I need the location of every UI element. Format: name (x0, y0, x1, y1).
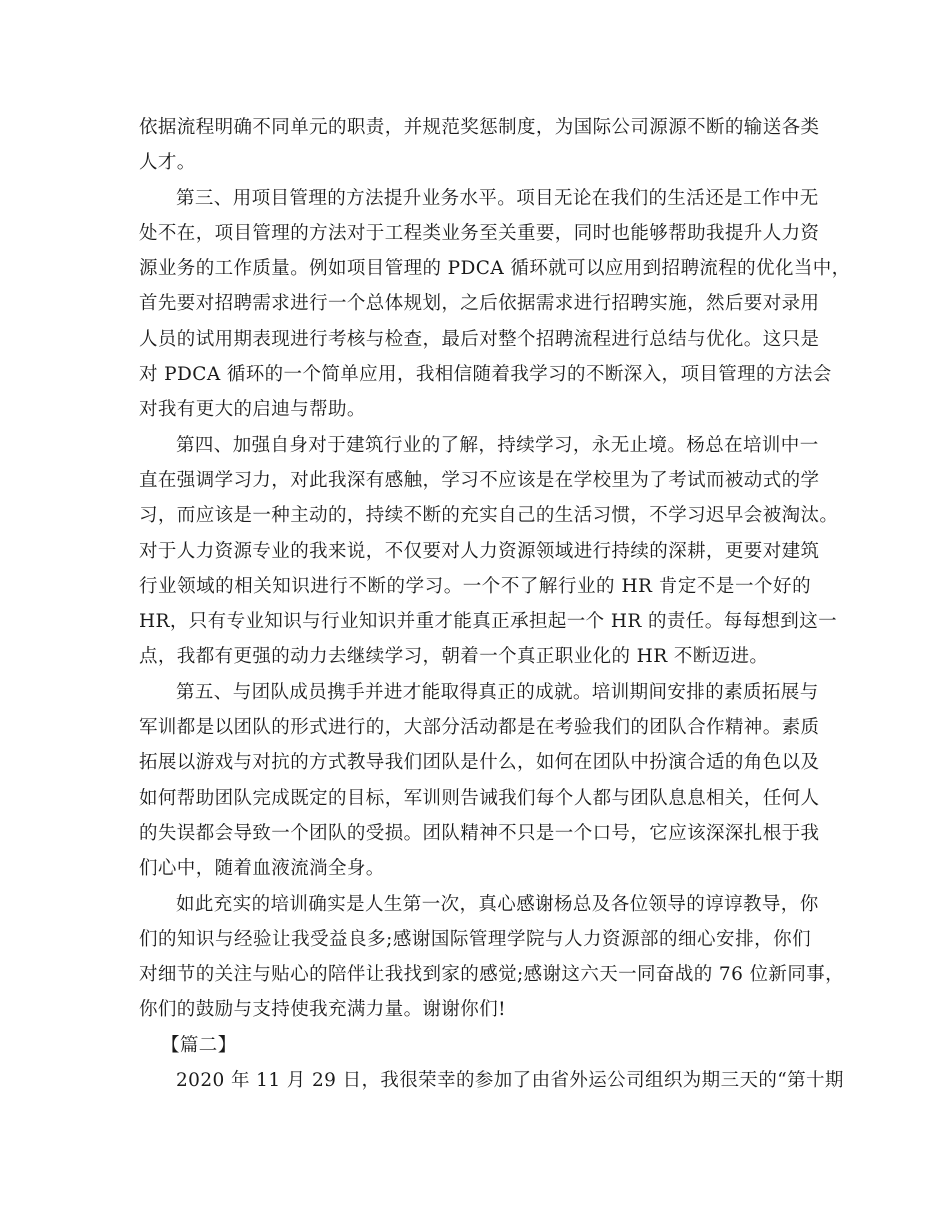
text-line: 你们的鼓励与支持使我充满力量。谢谢你们! (139, 999, 506, 1021)
section-heading: 【篇二】 (161, 1034, 237, 1056)
text-line: 如此充实的培训确实是人生第一次，真心感谢杨总及各位领导的谆谆教导，你 (176, 893, 819, 915)
text-line: 人才。 (139, 152, 196, 174)
paragraph (139, 675, 820, 887)
text-line: 拓展以游戏与对抗的方式教导我们团队是什么，如何在团队中扮演合适的角色以及 (139, 752, 820, 774)
paragraph (139, 110, 820, 181)
text-line: 第五、与团队成员携手并进才能取得真正的成就。培训期间安排的素质拓展与 (176, 681, 819, 703)
paragraph (139, 181, 851, 428)
text-line: 对于人力资源专业的我来说，不仅要对人力资源领域进行持续的深耕，更要对建筑 (139, 540, 820, 562)
text-line: 如何帮助团队完成既定的目标，军训则告诫我们每个人都与团队息息相关，任何人 (139, 787, 820, 809)
text-line: 第三、用项目管理的方法提升业务水平。项目无论在我们的生活还是工作中无 (176, 187, 819, 209)
text-line: 源业务的工作质量。例如项目管理的 PDCA 循环就可以应用到招聘流程的优化当中， (139, 258, 851, 280)
text-line: 的失误都会导致一个团队的受损。团队精神不只是一个口号，它应该深深扎根于我 (139, 822, 820, 844)
paragraph (139, 887, 845, 1028)
document-body (139, 110, 851, 1098)
text-line: 军训都是以团队的形式进行的，大部分活动都是在考验我们的团队合作精神。素质 (139, 717, 820, 739)
text-line: 处不在，项目管理的方法对于工程类业务至关重要，同时也能够帮助我提升人力资 (139, 222, 820, 244)
text-line: 人员的试用期表现进行考核与检查，最后对整个招聘流程进行总结与优化。这只是 (139, 328, 820, 350)
text-line: 对我有更大的启迪与帮助。 (139, 399, 366, 421)
text-line: HR，只有专业知识与行业知识并重才能真正承担起一个 HR 的责任。每每想到这一 (139, 611, 837, 633)
text-line: 习，而应该是一种主动的，持续不断的充实自己的生活习惯，不学习迟早会被淘汰。 (139, 505, 839, 527)
text-line: 点，我都有更强的动力去继续学习，朝着一个真正职业化的 HR 不断迈进。 (139, 646, 769, 668)
text-line: 行业领域的相关知识进行不断的学习。一个不了解行业的 HR 肯定不是一个好的 (139, 575, 811, 597)
text-line: 们心中，随着血液流淌全身。 (139, 858, 385, 880)
text-line: 对 PDCA 循环的一个简单应用，我相信随着我学习的不断深入，项目管理的方法会 (139, 364, 832, 386)
text-line: 直在强调学习力，对此我深有感触，学习不应该是在学校里为了考试而被动式的学 (139, 469, 820, 491)
text-line: 们的知识与经验让我受益良多;感谢国际管理学院与人力资源部的细心安排，你们 (139, 928, 811, 950)
text-line: 依据流程明确不同单元的职责，并规范奖惩制度，为国际公司源源不断的输送各类 (139, 117, 820, 138)
text-line: 2020 年 11 月 29 日，我很荣幸的参加了由省外运公司组织为期三天的“第十期 (176, 1070, 844, 1092)
text-line: 首先要对招聘需求进行一个总体规划，之后依据需求进行招聘实施，然后要对录用 (139, 293, 820, 315)
text-line: 第四、加强自身对于建筑行业的了解，持续学习，永无止境。杨总在培训中一 (176, 434, 819, 456)
text-line: 对细节的关注与贴心的陪伴让我找到家的感觉;感谢这六天一同奋战的 76 位新同事， (139, 964, 845, 986)
paragraph (139, 428, 839, 675)
